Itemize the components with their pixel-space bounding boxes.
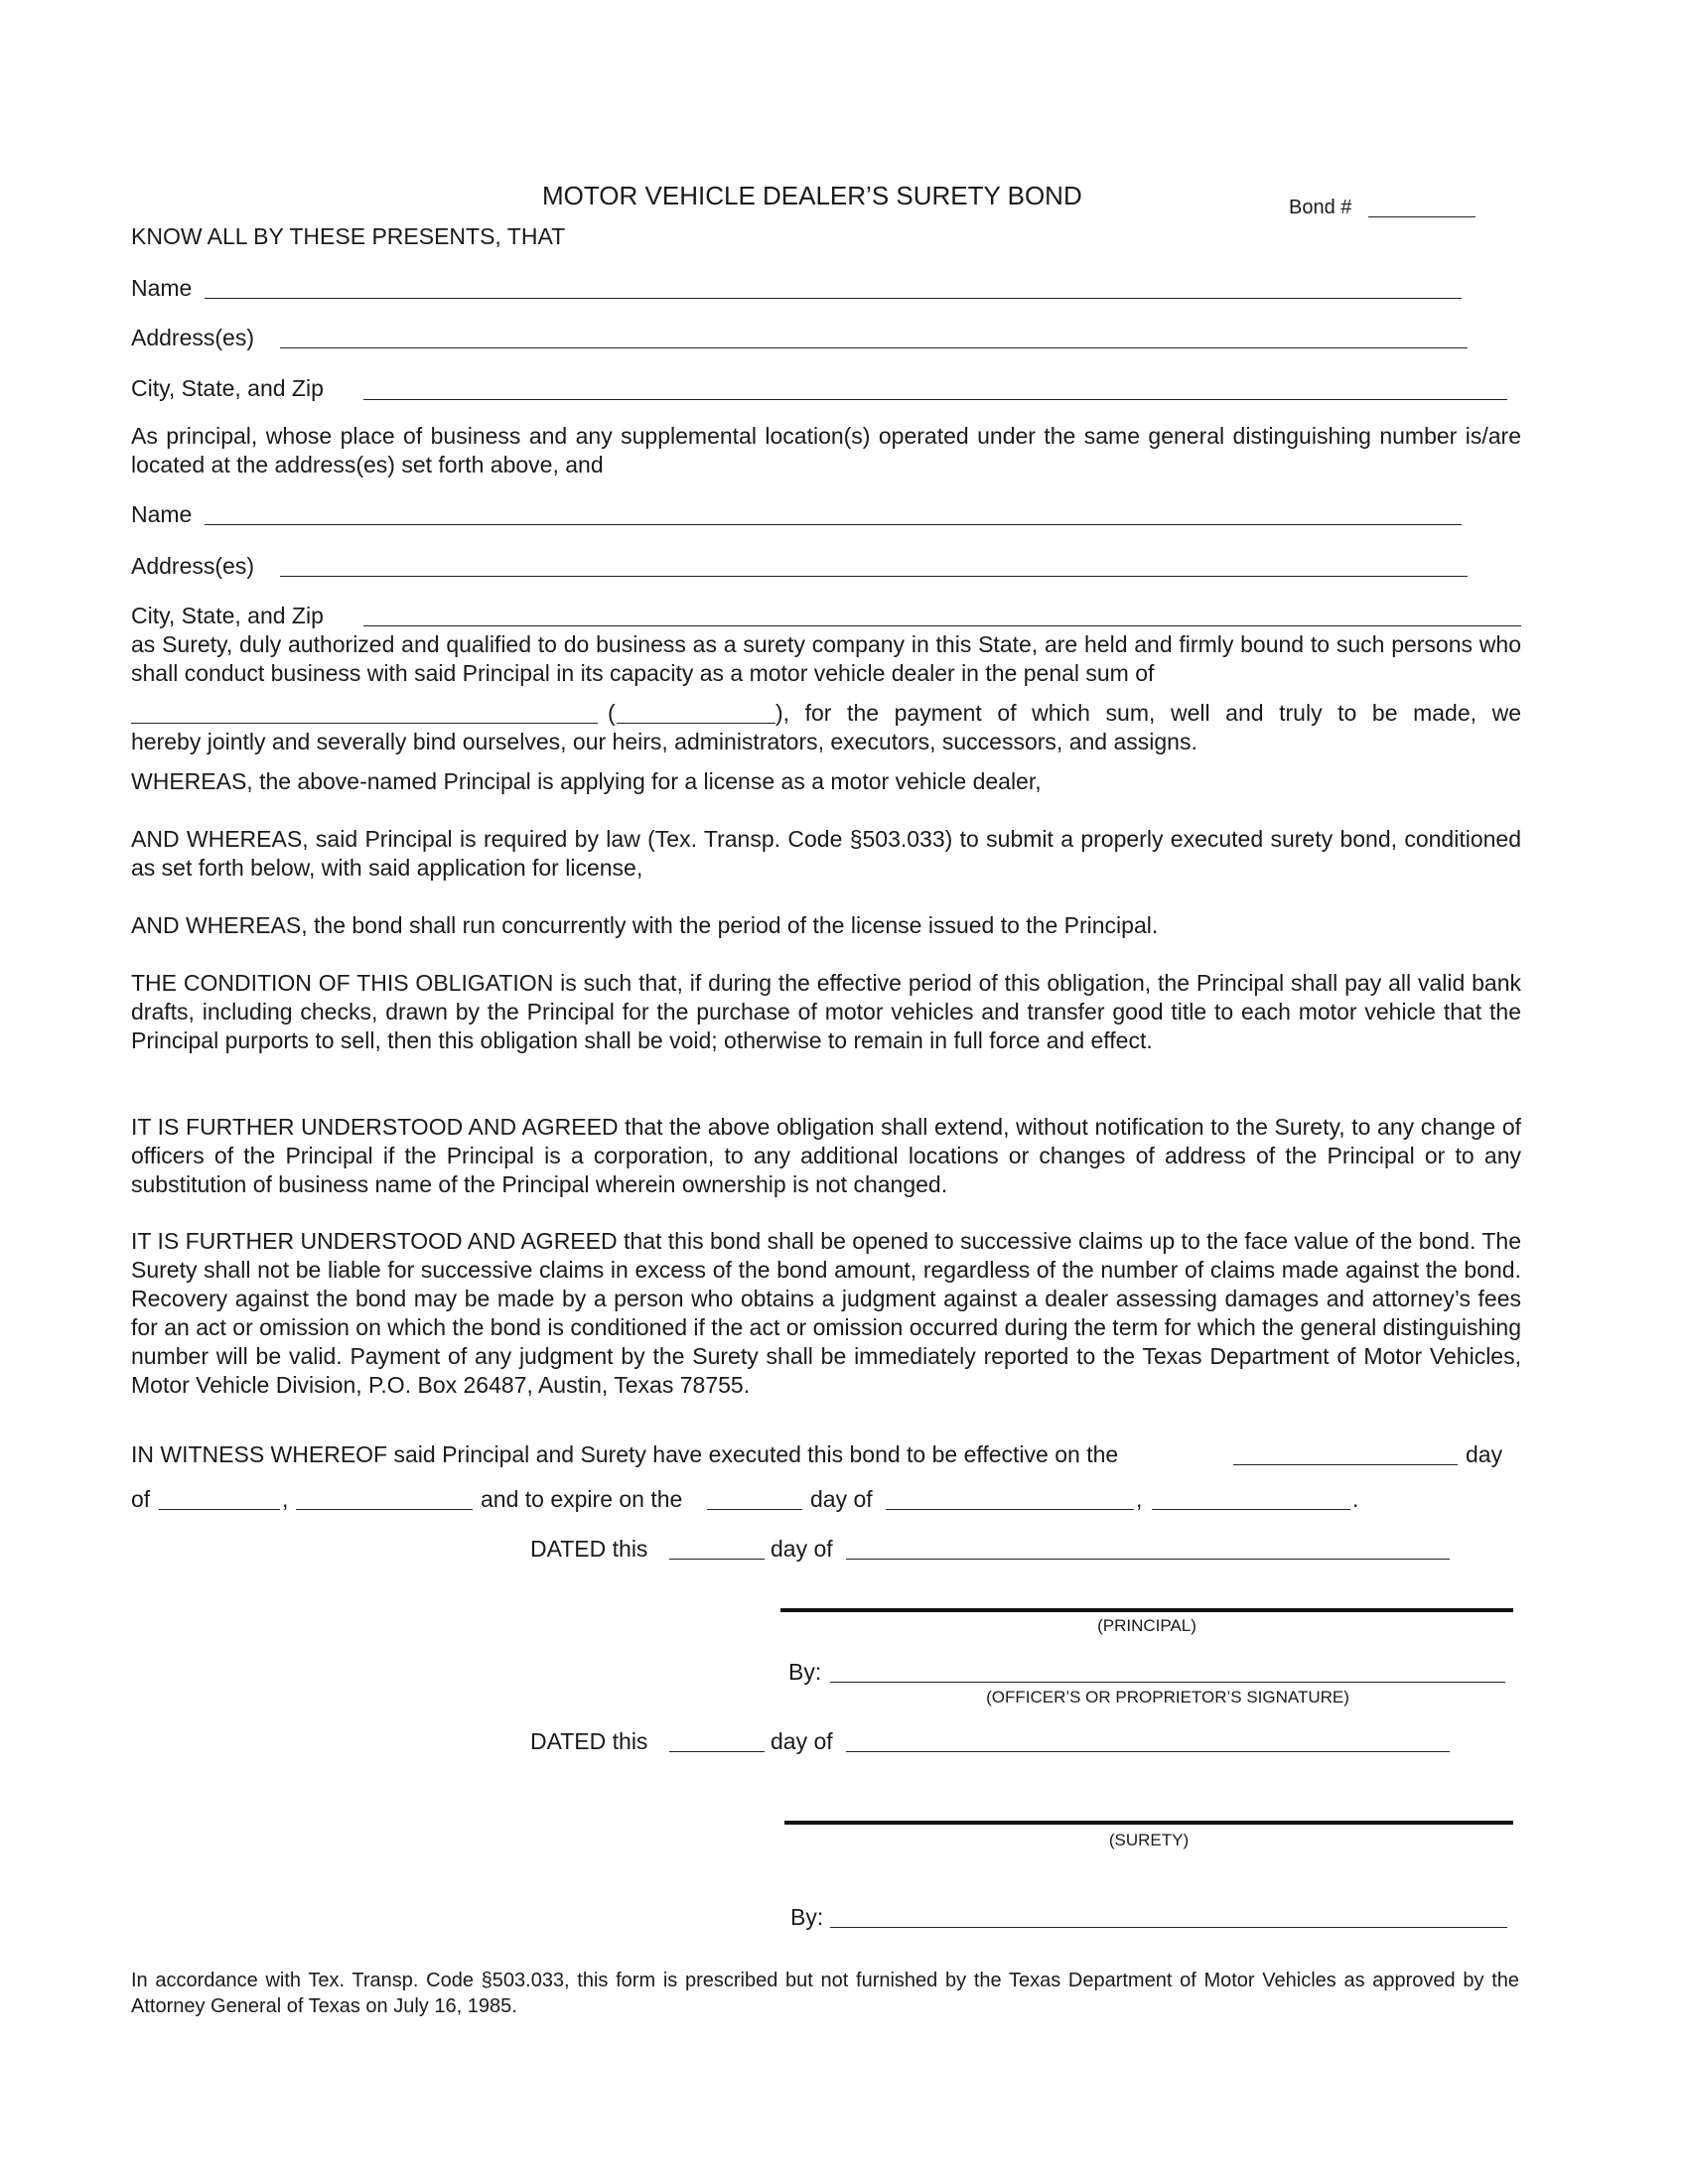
surety-address-label: Address(es) xyxy=(131,553,254,579)
condition-paragraph: THE CONDITION OF THIS OBLIGATION is such that, if during the effective period of this obligation, the Principal shall pay all valid bank drafts, including checks, drawn by the Principal for the purchase of motor vehicles and transfer good title to each motor vehicle that the Principal purports to sell, then this obligation shall be void; otherwise to remain in full force and effect. xyxy=(131,970,1521,1053)
footer-note: In accordance with Tex. Transp. Code §503.033, this form is prescribed but not furnished by the Texas Department of Motor Vehicles as approved by the Attorney General of Texas on July 16, 1985. xyxy=(131,1970,1519,2017)
principal-dated-month-field[interactable] xyxy=(846,1559,1450,1560)
surety-signature-line[interactable] xyxy=(784,1821,1513,1825)
principal-label: (PRINCIPAL) xyxy=(1097,1616,1196,1635)
surety-officer-signature-field[interactable] xyxy=(830,1927,1507,1928)
principal-name-label: Name xyxy=(131,275,193,301)
further-agreed-2: IT IS FURTHER UNDERSTOOD AND AGREED that this bond shall be opened to successive claims up to the face value of the bond. The Surety shall not be liable for successive claims in excess of the bond amount, regardless of the number of claims made against the bond. Recovery against the bond may be made by a person who obtains a judgment against a dealer assessing damages and attorney’s fees for an act or omission on which the bond is conditioned if the act or omission occurred during the term for which the general distinguishing number will be valid. Payment of any judgment by the Surety shall be immediately reported to the Texas Department of Motor Vehicles, Motor Vehicle Division, P.O. Box 26487, Austin, Texas 78755. xyxy=(131,1228,1521,1398)
effective-year-field[interactable] xyxy=(296,1509,473,1510)
whereas-1: WHEREAS, the above-named Principal is applying for a license as a motor vehicle dealer, xyxy=(131,768,1042,794)
penal-sum-continuation: hereby jointly and severally bind ourselves, our heirs, administrators, executors, successors, and assigns. xyxy=(131,729,1197,754)
witness-comma: , xyxy=(282,1486,289,1512)
further-agreed-1: IT IS FURTHER UNDERSTOOD AND AGREED that the above obligation shall extend, without notification to the Surety, to any change of officers of the Principal if the Principal is a corporation, to any additional locations or changes of address of the Principal or to any substitution of business name of the Principal wherein ownership is not changed. xyxy=(131,1114,1521,1197)
principal-dated-day-field[interactable] xyxy=(669,1559,765,1560)
bond-number-field[interactable] xyxy=(1368,216,1476,217)
expire-day-field[interactable] xyxy=(707,1509,802,1510)
principal-address-field[interactable] xyxy=(280,347,1468,348)
witness-period: . xyxy=(1352,1486,1359,1512)
surety-label: (SURETY) xyxy=(1108,1831,1190,1849)
penal-sum-text: ), for the payment of which sum, well and truly to be made, we xyxy=(775,700,1521,726)
witness-text: IN WITNESS WHEREOF said Principal and Surety have executed this bond to be effective on the xyxy=(131,1441,1119,1467)
surety-city-label: City, State, and Zip xyxy=(131,603,324,628)
principal-dated-this: DATED this xyxy=(530,1536,648,1562)
surety-address-field[interactable] xyxy=(280,576,1468,577)
expire-month-field[interactable] xyxy=(886,1509,1134,1510)
principal-by-label: By: xyxy=(788,1659,822,1685)
bond-number-label: Bond # xyxy=(1289,197,1352,218)
surety-name-label: Name xyxy=(131,501,193,527)
witness-expire: and to expire on the xyxy=(481,1486,683,1512)
officer-signature-field[interactable] xyxy=(830,1682,1505,1683)
penal-sum-words-field[interactable] xyxy=(131,723,598,724)
witness-of: of xyxy=(131,1486,151,1512)
surety-dated-day-of: day of xyxy=(771,1728,833,1754)
principal-paragraph: As principal, whose place of business and any supplemental location(s) operated under the same general distinguishing number is/are located at the address(es) set forth above, and xyxy=(131,423,1521,478)
principal-name-field[interactable] xyxy=(205,298,1462,299)
surety-dated-month-field[interactable] xyxy=(846,1751,1450,1752)
penal-sum-amount-field[interactable] xyxy=(617,723,775,724)
page-title: MOTOR VEHICLE DEALER’S SURETY BOND xyxy=(542,181,1082,210)
witness-day-of: day of xyxy=(810,1486,873,1512)
surety-city-field[interactable] xyxy=(363,625,1521,626)
principal-address-label: Address(es) xyxy=(131,325,254,350)
expire-year-field[interactable] xyxy=(1152,1509,1350,1510)
surety-name-field[interactable] xyxy=(205,524,1462,525)
intro-text: KNOW ALL BY THESE PRESENTS, THAT xyxy=(131,223,566,249)
surety-by-label: By: xyxy=(790,1904,824,1930)
principal-signature-line[interactable] xyxy=(780,1608,1513,1612)
witness-day: day xyxy=(1466,1441,1503,1467)
surety-dated-this: DATED this xyxy=(530,1728,648,1754)
officer-signature-label: (OFFICER’S OR PROPRIETOR’S SIGNATURE) xyxy=(986,1688,1349,1706)
whereas-3: AND WHEREAS, the bond shall run concurrently with the period of the license issued to the Principal. xyxy=(131,912,1159,938)
principal-city-label: City, State, and Zip xyxy=(131,375,324,401)
surety-dated-day-field[interactable] xyxy=(669,1751,765,1752)
surety-paragraph: as Surety, duly authorized and qualified to do business as a surety company in this State, are held and firmly bound to such persons who shall conduct business with said Principal in its capacity as a motor vehicle dealer in the penal sum of xyxy=(131,631,1521,686)
witness-comma-2: , xyxy=(1136,1486,1143,1512)
open-paren: ( xyxy=(608,700,616,726)
effective-day-field[interactable] xyxy=(1233,1464,1458,1465)
principal-city-field[interactable] xyxy=(363,399,1507,400)
whereas-2: AND WHEREAS, said Principal is required by law (Tex. Transp. Code §503.033) to submit a properly executed surety bond, conditioned as set forth below, with said application for license, xyxy=(131,826,1521,881)
principal-dated-day-of: day of xyxy=(771,1536,833,1562)
effective-month-field[interactable] xyxy=(159,1509,280,1510)
